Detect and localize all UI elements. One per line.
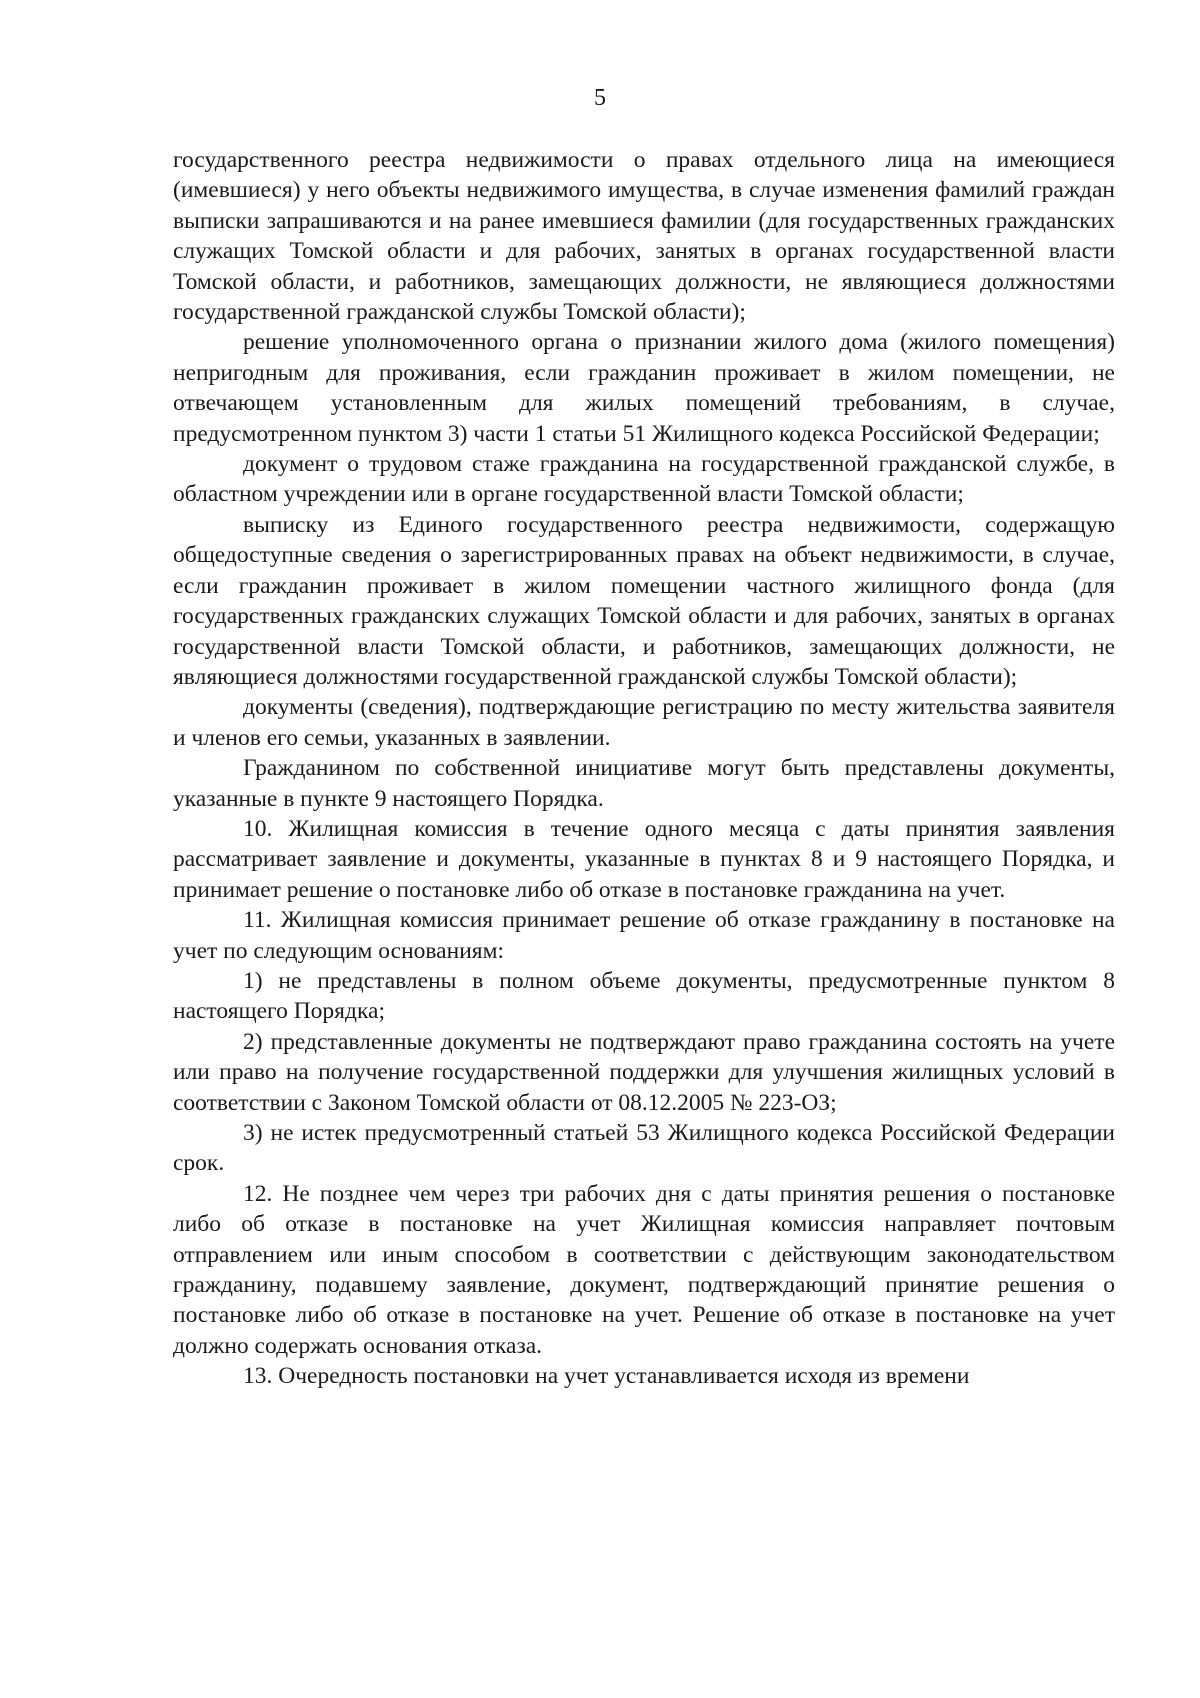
paragraph-work-experience-document: документ о трудовом стаже гражданина на государственной гражданской службе, в областном учреждении или в органе государственной власти Томской области;	[173, 451, 1115, 508]
paragraph-item-11-1: 1) не представлены в полном объеме документы, предусмотренные пунктом 8 настоящего Порядка;	[173, 967, 1115, 1025]
paragraph-own-initiative: Гражданином по собственной инициативе могут быть представлены документы, указанные в пункте 9 настоящего Порядка.	[173, 755, 1115, 812]
document-body	[173, 145, 1115, 1392]
paragraph-item-11-3: 3) не истек предусмотренный статьей 53 Жилищного кодекса Российской Федерации срок.	[173, 1120, 1115, 1177]
paragraph-housing-unfit-decision: решение уполномоченного органа о признании жилого дома (жилого помещения) непригодным для проживания, если гражданин проживает в жилом помещении, не отвечающем установленным для жилых помещений требованиям, в случае, предусмотренном пунктом 3) части 1 статьи 51 Жилищного кодекса Российской Федерации;	[173, 329, 1115, 447]
paragraph-registry-extract: выписку из Единого государственного реестра недвижимости, содержащую общедоступные сведения о зарегистрированных правах на объект недвижимости, в случае, если гражданин проживает в жилом помещении частного жилищного фонда (для государственных гражданских служащих Томской области и для рабочих, занятых в органах государственной власти Томской области, и работников, замещающих должности, не являющиеся должностями государственной гражданской службы Томской области);	[173, 511, 1115, 690]
paragraph-item-11: 11. Жилищная комиссия принимает решение об отказе гражданину в постановке на учет по следующим основаниям:	[173, 907, 1115, 964]
paragraph-residence-registration: документы (сведения), подтверждающие регистрацию по месту жительства заявителя и членов его семьи, указанных в заявлении.	[173, 694, 1115, 751]
paragraph-item-12: 12. Не позднее чем через три рабочих дня с даты принятия решения о постановке либо об отказе в постановке на учет Жилищная комиссия направляет почтовым отправлением или иным способом в соответствии с действующим законодательством гражданину, подавшему заявление, документ, подтверждающий принятие решения о постановке либо об отказе в постановке на учет. Решение об отказе в постановке на учет должно содержать основания отказа.	[173, 1180, 1115, 1359]
paragraph-item-10: 10. Жилищная комиссия в течение одного месяца с даты принятия заявления рассматривает заявление и документы, указанные в пунктах 8 и 9 настоящего Порядка, и принимает решение о постановке либо об отказе в постановке гражданина на учет.	[173, 815, 1115, 903]
paragraph-item-11-2: 2) представленные документы не подтверждают право гражданина состоять на учете или право на получение государственной поддержки для улучшения жилищных условий в соответствии с Законом Томской области от 08.12.2005 № 223-ОЗ;	[173, 1028, 1115, 1116]
paragraph-item-13: 13. Очередность постановки на учет устанавливается исходя из времени	[243, 1363, 970, 1390]
page-number: 5	[594, 85, 606, 111]
paragraph-continuation: государственного реестра недвижимости о правах отдельного лица на имеющиеся (имевшиеся) у него объекты недвижимого имущества, в случае изменения фамилий граждан выписки запрашиваются и на ранее имевшиеся фамилии (для государственных гражданских служащих Томской области и для рабочих, занятых в органах государственной власти Томской области, и работников, замещающих должности, не являющиеся должностями государственной гражданской службы Томской области);	[173, 147, 1115, 326]
